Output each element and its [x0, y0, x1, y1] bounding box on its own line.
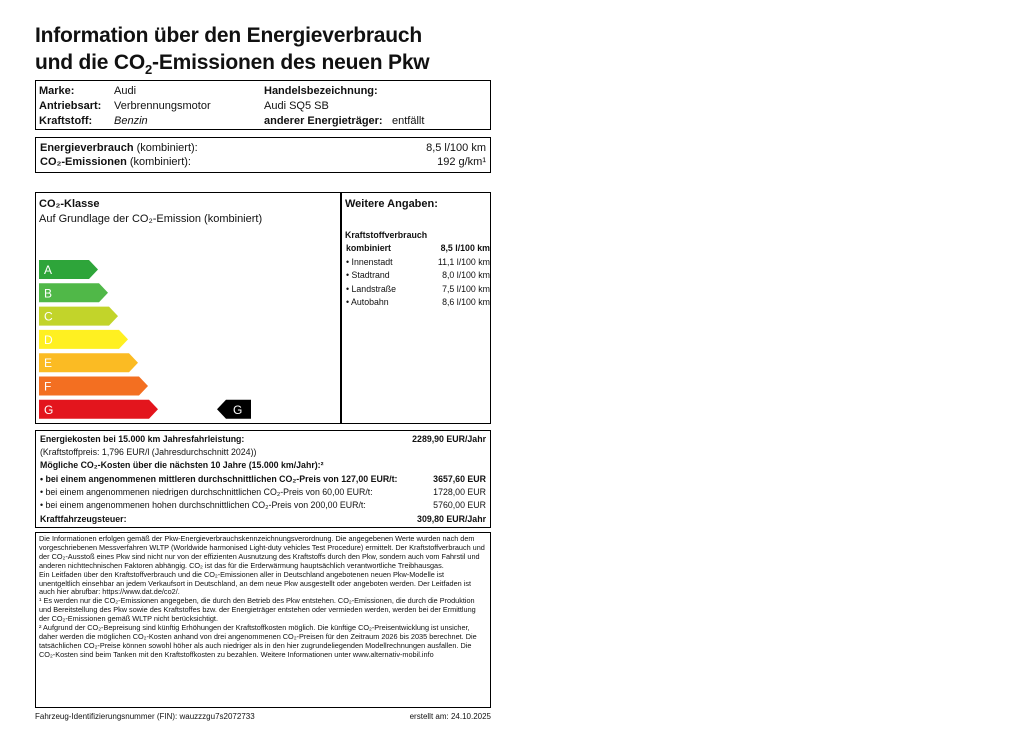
other-energy-value: entfällt [392, 115, 425, 127]
co2-emissions-label: CO₂-Emissionen [40, 156, 127, 168]
fuel-consumption-label: • Stadtrand [346, 270, 390, 280]
consumption-box [35, 137, 491, 173]
co2-class-letter-f: F [44, 379, 52, 394]
legal-note-1: Die Informationen erfolgen gemäß der Pkw-Energieverbrauchskennzeichnungsverordnung. Die angegebenen Werte wurden nach dem vorgeschriebenen Messverfahren WLTP (Worldwide harmonised Light-duty vehicles Test Procedure) ermittelt. Der Kraftstoffverbrauch und der CO₂-Ausstoß eines Pkw sind nicht nur von der effizienten Ausnutzung des Kraftstoffs durch den Pkw, sondern auch vom Fahrstil und anderen nichttechnischen Faktoren abhängig. CO₂ ist das für die Erderwärmung hauptsächlich verantwortliche Treibhausgas. [39, 534, 485, 570]
fuel-consumption-value: 11,1 l/100 km [437, 256, 490, 267]
fuel-consumption-row [346, 256, 490, 269]
vehicle-tax-row [40, 513, 486, 526]
co2-mid-row [40, 473, 486, 486]
title-line-1: Information über den Energieverbrauch [35, 24, 423, 47]
energy-consumption-label: Energieverbrauch [40, 142, 134, 154]
co2-low-label: • bei einem angenommenen niedrigen durchschnittlichen CO₂-Preis von 60,00 EUR/t: [40, 487, 373, 497]
vehicle-info-box [35, 80, 491, 130]
co2-class-letter-c: C [44, 309, 53, 324]
fuel-price: (Kraftstoffpreis: 1,796 EUR/l (Jahresdurchschnitt 2024)) [40, 447, 257, 457]
energy-consumption-row: Energieverbrauch (kombiniert): 8,5 l/100 km [40, 142, 486, 154]
co2-class-letter-d: D [44, 332, 53, 347]
co2-high-value: 5760,00 EUR [433, 500, 486, 510]
co2-low-row [40, 486, 486, 499]
vehicle-tax-value: 309,80 EUR/Jahr [417, 514, 486, 524]
footnote-2: ² Aufgrund der CO₂-Bepreisung sind künftig Erhöhungen der Kraftstoffkosten möglich. Die künftige CO₂-Preisentwicklung ist unsicher, daher werden die möglichen CO₂-Kosten anhand von drei angenommenen CO₂-Preisen für den Zeitraum 2026 bis 2035 berechnet. Die tatsächlichen CO₂-Preise können sowohl höher als auch niedriger als in den hier zugrundeliegenden Modellrechnungen ausfallen. Die CO₂-Kosten sind beim Tanken mit den Kraftstoffkosten zu bezahlen. Weitere Informationen unter www.alternativ-mobil.info [39, 623, 477, 659]
co2-class-box [35, 192, 341, 424]
co2-class-arrow-e [39, 353, 138, 372]
costs-box [35, 430, 491, 528]
trade-name-value: Audi SQ5 SB [264, 100, 329, 112]
co2-high-label: • bei einem angenommenen hohen durchschnittlichen CO₂-Preis von 200,00 EUR/t: [40, 500, 366, 510]
fuel-consumption-row [346, 269, 490, 282]
fuel-consumption-value: 8,6 l/100 km [442, 297, 490, 307]
co2-class-letter-a: A [44, 263, 53, 277]
further-info-heading: Weitere Angaben: [345, 198, 438, 210]
fuel-consumption-heading: Kraftstoffverbrauch [345, 230, 428, 240]
co2-emissions-value: 192 g/km¹ [437, 156, 486, 168]
fuel-consumption-value: 7,5 l/100 km [442, 283, 490, 294]
fuel-consumption-label: • Landstraße [346, 283, 397, 294]
other-energy-label: anderer Energieträger: [264, 115, 383, 127]
co2-low-value: 1728,00 EUR [433, 487, 486, 497]
legal-notes-box [35, 532, 491, 708]
energy-consumption-value: 8,5 l/100 km [426, 142, 486, 154]
brand-value: Audi [114, 85, 137, 97]
fuel-consumption-value: 8,0 l/100 km [442, 270, 490, 280]
co2-class-letter-b: B [44, 286, 53, 301]
brand-label: Marke: [39, 85, 75, 97]
energy-costs-value: 2289,90 EUR/Jahr [412, 434, 486, 444]
title-line-2: und die $CO_2$-Emissionen des neuen Pkw [35, 51, 430, 78]
footnote-1: ¹ Es werden nur die CO₂-Emissionen angegeben, die durch den Betrieb des Pkw entstehen. CO₂-Emissionen, die durch die Produktion und Bereitstellung des Pkw sowie des Kraftstoffes bzw. der Energieträger entstehen oder vermieden werden, werden bei der Ermittlung der CO₂-Emissionen gemäß WLTP nicht berücksichtigt. [39, 596, 476, 624]
drive-label: Antriebsart: [39, 100, 102, 112]
fin-text: Fahrzeug-Identifizierungsnummer (FIN): wauzzzgu7s2072733 [35, 712, 255, 721]
trade-name-label: Handelsbezeichnung: [264, 85, 378, 97]
drive-value: Verbrennungsmotor [114, 100, 211, 112]
vehicle-tax-label: Kraftfahrzeugsteuer: [40, 514, 127, 524]
legal-note-2: Ein Leitfaden über den Kraftstoffverbrauch und die CO₂-Emissionen aller in Deutschland angebotenen neuen Pkw-Modelle ist unentgeltlich einsehbar an jedem Verkaufsort in Deutschland, an dem neue Pkw ausgestellt oder angeboten werden. Der Leitfaden ist auch hier abrufbar: https://www.dat.de/co2/. [39, 569, 472, 597]
fuel-consumption-label: • Autobahn [346, 297, 389, 307]
fuel-consumption-row [346, 242, 490, 255]
fuel-price-row [40, 446, 486, 459]
fuel-consumption-row [346, 283, 490, 296]
energy-costs-label: Energiekosten bei 15.000 km Jahresfahrleistung: [40, 434, 245, 444]
co2-class-letter-e: E [44, 356, 53, 371]
current-class-letter: G [233, 402, 243, 417]
fuel-value: Benzin [114, 115, 148, 127]
fuel-consumption-value: 8,5 l/100 km [440, 243, 490, 253]
co2-mid-value: 3657,60 EUR [433, 474, 486, 484]
fuel-consumption-label: • Innenstadt [346, 256, 393, 267]
further-info-box [341, 192, 491, 424]
fuel-label: Kraftstoff: [39, 115, 93, 127]
co2-mid-label: • bei einem angenommenen mittleren durchschnittlichen CO₂-Preis von 127,00 EUR/t: [40, 474, 398, 484]
co2-costs-row [40, 459, 486, 472]
co2-class-letter-g: G [44, 402, 54, 417]
co2-class-heading: CO₂-Klasse [39, 198, 100, 210]
created-date: erstellt am: 24.10.2025 [409, 712, 491, 721]
co2-emissions-row: CO₂-Emissionen (kombiniert): 192 g/km¹ [40, 156, 486, 168]
co2-high-row [40, 499, 486, 512]
co2-costs-label: Mögliche CO₂-Kosten über die nächsten 10 Jahre (15.000 km/Jahr):² [40, 460, 324, 470]
co2-class-arrow-f [39, 377, 148, 396]
co2-class-subheading: Auf Grundlage der CO₂-Emission (kombiniert) [39, 213, 263, 225]
co2-class-scale [36, 193, 340, 423]
fuel-consumption-label: kombiniert [346, 243, 391, 253]
page-title [35, 22, 429, 76]
energy-costs-row [40, 433, 486, 446]
fuel-consumption-row [346, 296, 490, 309]
co2-class-arrow-g [39, 400, 158, 419]
